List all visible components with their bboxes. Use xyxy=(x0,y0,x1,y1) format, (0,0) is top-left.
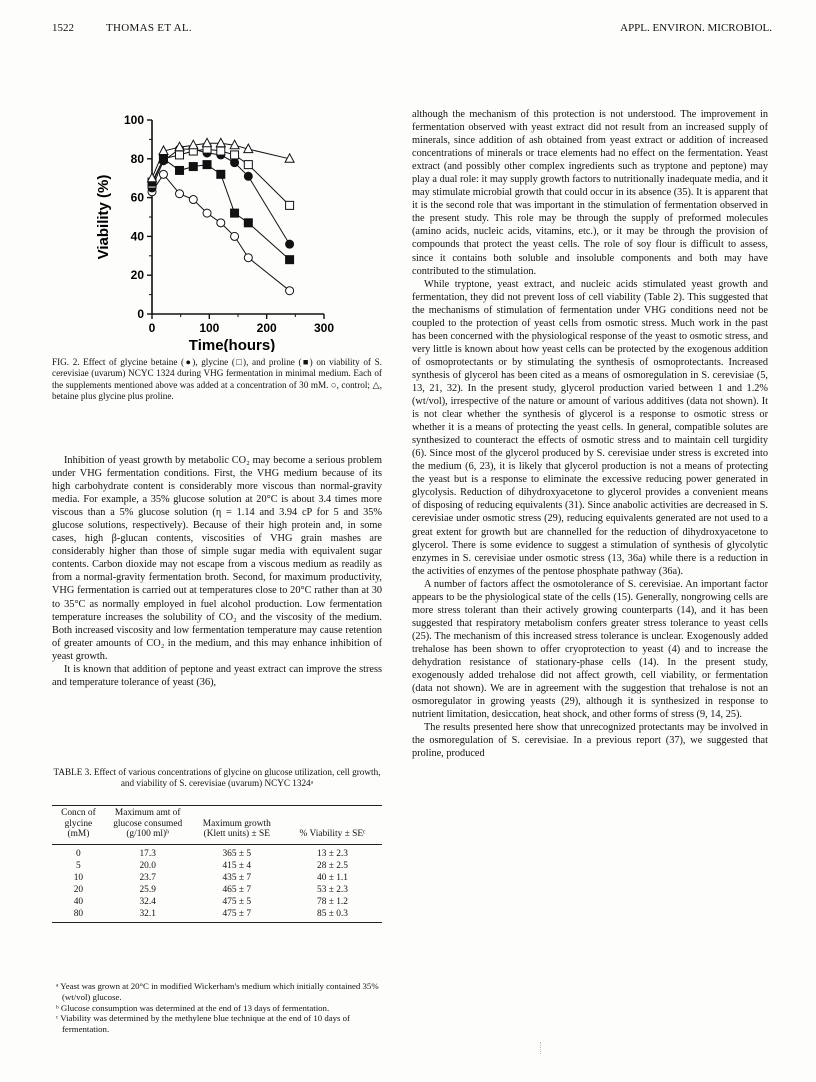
table-cell: 32.1 xyxy=(105,908,191,923)
paragraph: although the mechanism of this protection is not understood. The improvement in fermentation observed with yeast extract did not result from an increased supply of minerals, since addition of ash obtained from yeast extract or addition of increased concentrations of minerals or trace elements had no effect on the fermentation. Yeast extract (and possibly other complex ingredients such as tryptone and peptone) may play a dual role: it may supply growth factors to nutritionally inadequate media, and it may stimulate microbial growth that could occur in its absence (35). It is apparent that it is the second role that was important in the stimulation of fermentation observed in the present study. This role may be through the supply of preformed molecules (amino acids, nucleic acids, vitamins, etc.), or it may be through the provision of compounds that protect the yeast cells. The role of soy flour is difficult to assess, since it contains both soluble and insoluble components and both may have contributed to the stimulation. xyxy=(412,109,768,277)
x-axis-label: Time(hours) xyxy=(188,337,276,352)
footnote: ᵇ Glucose consumption was determined at the end of 13 days of fermentation. xyxy=(56,1002,330,1013)
paragraph: A number of factors affect the osmotolerance of S. cerevisiae. An important factor appears to be the physiological state of the cells (15). Generally, nongrowing cells are more stress tolerant than their actively growing counterparts (14), and it has been suggested that respiratory metabolism confers greater stress tolerance to yeast cells (25). The mechanism of this increased stress tolerance is unclear. Exogenously added trehalose has been shown to offer cryoprotection to yeast (4) and to increase the dehydration resistance of stationary-phase cells (14). In the present study, exogenously added trehalose did not affect growth, cell viability, or fermentation (data not shown). We are in agreement with the suggestion that trehalose is not an osmoregulator in growing yeasts (29), although it is synthesized in response to nutrient limitation, desiccation, heat shock, and other forms of stress (9, 14, 25). xyxy=(412,578,768,721)
data-point-proline xyxy=(189,163,197,171)
x-tick-label: 300 xyxy=(313,321,335,335)
table-row xyxy=(52,872,382,884)
table-footnotes xyxy=(52,981,382,1035)
table-cell: 10 xyxy=(73,872,84,883)
column-header: Concn of glycine (mM) xyxy=(52,806,105,845)
viability-chart xyxy=(56,102,346,352)
data-point-glycine-betaine xyxy=(231,159,239,167)
footnote: ᶜ Viability was determined by the methylene blue technique at the end of 10 days of fermentation. xyxy=(56,1013,350,1035)
table-cell: 20 xyxy=(73,884,84,895)
y-tick-label: 100 xyxy=(123,113,144,127)
data-point-glycine xyxy=(244,161,252,169)
y-tick-label: 80 xyxy=(130,151,144,166)
table-row xyxy=(52,860,382,872)
table-cell: 17.3 xyxy=(139,848,156,859)
paragraph: Inhibition of yeast growth by metabolic CO₂ may become a serious problem under VHG fermentation conditions. First, the VHG medium because of its high carbohydrate content is considerably more viscous than normal-gravity media. For example, a 35% glucose solution at 20°C is about 3.4 times more viscous than a 5% glucose solution (η = 1.14 and 3.94 cP for 5 and 35% glucose solutions, respectively). Because of their high protein and, in some cases, high β-glucan contents, viscosities of VHG grain mashes are considerably higher than those of simple sugar media with equivalent sugar contents. Carbon dioxide may not escape from a viscous medium as readily as from a normal-gravity fermentation broth. Second, for maximum productivity, VHG fermentation is carried out at temperatures close to 20°C rather than at 30 to 35°C as normally employed in fuel alcohol production. Low fermentation temperature increases the solubility of CO₂ and the viscosity of the medium. Both increased viscosity and low fermentation temperature may cause retention of greater amounts of CO₂ in the medium, and this may enhance inhibition of yeast growth. xyxy=(52,455,382,662)
x-tick-label: 200 xyxy=(256,321,277,335)
scan-mark xyxy=(540,1042,543,1054)
column-header: Maximum growth (Klett units) ± SE xyxy=(191,806,283,845)
table-cell: 20.0 xyxy=(139,860,156,871)
data-point-betaine-plus-glycine-plus-proline xyxy=(203,138,212,147)
table-cell: 40 xyxy=(73,896,84,907)
data-point-glycine xyxy=(231,151,239,159)
data-point-glycine-betaine xyxy=(244,172,252,180)
running-header xyxy=(52,22,772,38)
series-line-glycine-betaine xyxy=(152,149,290,244)
data-point-control xyxy=(286,287,294,295)
series-line-control xyxy=(152,174,290,290)
column-header: Maximum amt of glucose consumed (g/100 ml)ᵇ xyxy=(105,806,191,845)
table-cell: 25.9 xyxy=(139,884,156,895)
column-header: % Viability ± SEᶜ xyxy=(283,806,382,845)
table-cell: 415 ± 4 xyxy=(222,860,252,871)
y-tick-label: 0 xyxy=(137,307,144,321)
table-cell: 53 ± 2.3 xyxy=(317,884,348,895)
journal-name: APPL. ENVIRON. MICROBIOL. xyxy=(620,22,772,34)
data-point-glycine xyxy=(217,147,225,155)
data-point-proline xyxy=(203,161,211,169)
y-tick-label: 40 xyxy=(130,229,144,244)
table-3 xyxy=(52,805,382,923)
table-cell: 80 xyxy=(52,908,105,923)
table-cell: 85 ± 0.3 xyxy=(283,908,382,923)
paragraph: While tryptone, yeast extract, and nucleic acids stimulated yeast growth and fermentation, they did not prevent loss of cell viability (Table 2). This suggested that the mechanisms of stimulation of fermentation under VHG conditions need not be coupled to the protection of yeast cells from osmotic stress. Much work in the past has been concerned with the physiological response of the yeast to osmotic stress, and very little is known about how yeast cells can be protected by the exogenous addition of osmoprotectants or by stimulating the synthesis of osmoprotectants. Increased synthesis of glycerol has been cited as a means of osmoregulation in S. cerevisiae (5, 13, 21, 32). In the present study, glycerol production varied between 1 and 1.2% (wt/vol), irrespective of the nature or amount of various additives (data not shown). It is not clear whether the synthesis of glycerol is a response to osmotic stress or whether it is a means of protecting the yeast cells. In general, compatible solutes are synthesized to counteract the effects of osmotic stress and to maintain cell turgidity (6). Since most of the glycerol produced by S. cerevisiae under stress is excreted into the medium (6, 23), it is likely that glycerol production is not a means of protecting the yeast but is a response to eliminate the excessive reducing power generated in glycolysis. Reduction of dihydroxyacetone to glycerol provides a convenient means of disposing of reducing equivalents (31). Since anabolic activities are decreased in S. cerevisiae under osmotic stress (29), reducing equivalents generated are not used to a great extent for growth but are channelled for the reduction of dihydroxyacetone to glycerol. There is some evidence to suggest a stimulation of synthesis of glycolytic enzymes in S. cerevisiae under osmotic stress (13, 36a) while there is a reduction in the activities of enzymes of the pentose phosphate pathway (36a). xyxy=(412,278,768,577)
table-header-row xyxy=(52,806,382,845)
table-cell: 465 ± 7 xyxy=(222,884,252,895)
table-cell: 5 xyxy=(76,860,81,871)
table-cell: 0 xyxy=(76,848,81,859)
y-tick-label: 20 xyxy=(130,268,144,283)
y-axis-label: Viability (%) xyxy=(95,174,112,260)
x-tick-label: 0 xyxy=(148,321,156,335)
data-point-proline xyxy=(217,170,225,178)
data-point-proline xyxy=(286,256,294,264)
data-point-control xyxy=(231,232,239,240)
table-cell: 32.4 xyxy=(139,896,156,907)
table-cell: 13 ± 2.3 xyxy=(317,848,348,859)
paragraph: The results presented here show that unrecognized protectants may be involved in the osmoregulation of S. cerevisiae. In a previous report (37), we suggested that proline, produced xyxy=(412,722,768,760)
figure-2 xyxy=(56,102,346,352)
figure-caption: FIG. 2. Effect of glycine betaine (●), glycine (□), and proline (■) on viability of S. cerevisiae (uvarum) NCYC 1324 during VHG fermentation in minimal medium. Each of the supplements mentioned above was added at a concentration of 30 mM. ○, control; △, betaine plus glycine plus proline. xyxy=(52,357,382,402)
footnote: ᵃ Yeast was grown at 20°C in modified Wickerham's medium which initially contained 35% (wt/vol) glucose. xyxy=(56,981,379,1002)
table-row xyxy=(52,908,382,923)
table-cell: 365 ± 5 xyxy=(222,848,252,859)
data-point-proline xyxy=(176,166,184,174)
page-number: 1522 xyxy=(52,22,74,34)
data-point-control xyxy=(203,209,211,217)
left-column-text xyxy=(52,454,382,689)
data-point-control xyxy=(159,170,167,178)
data-point-proline xyxy=(231,209,239,217)
table-row xyxy=(52,884,382,896)
table-cell: 435 ± 7 xyxy=(222,872,252,883)
data-point-betaine-plus-glycine-plus-proline xyxy=(216,138,225,147)
data-point-control xyxy=(244,254,252,262)
right-column-text xyxy=(412,108,768,760)
table-cell: 28 ± 2.5 xyxy=(317,860,348,871)
data-point-control xyxy=(176,190,184,198)
table-cell: 40 ± 1.1 xyxy=(317,872,348,883)
table-row xyxy=(52,896,382,908)
table-row xyxy=(52,844,382,860)
data-point-control xyxy=(217,219,225,227)
x-tick-label: 100 xyxy=(199,321,220,335)
table-title: TABLE 3. Effect of various concentrations of glycine on glucose utilization, cell growth, and viability of S. cerevisiae (uvarum) NCYC 1324ᵃ xyxy=(53,767,381,789)
table-cell: 475 ± 5 xyxy=(222,896,252,907)
data-point-proline xyxy=(244,219,252,227)
table-cell: 23.7 xyxy=(139,872,156,883)
data-point-glycine-betaine xyxy=(286,240,294,248)
data-point-glycine xyxy=(286,201,294,209)
table-cell: 78 ± 1.2 xyxy=(317,896,348,907)
data-point-control xyxy=(189,196,197,204)
table-cell: 475 ± 7 xyxy=(191,908,283,923)
y-tick-label: 60 xyxy=(130,190,144,205)
data-point-glycine xyxy=(176,151,184,159)
running-authors: THOMAS ET AL. xyxy=(106,22,192,34)
paragraph: It is known that addition of peptone and yeast extract can improve the stress and temperature tolerance of yeast (36), xyxy=(52,663,382,688)
